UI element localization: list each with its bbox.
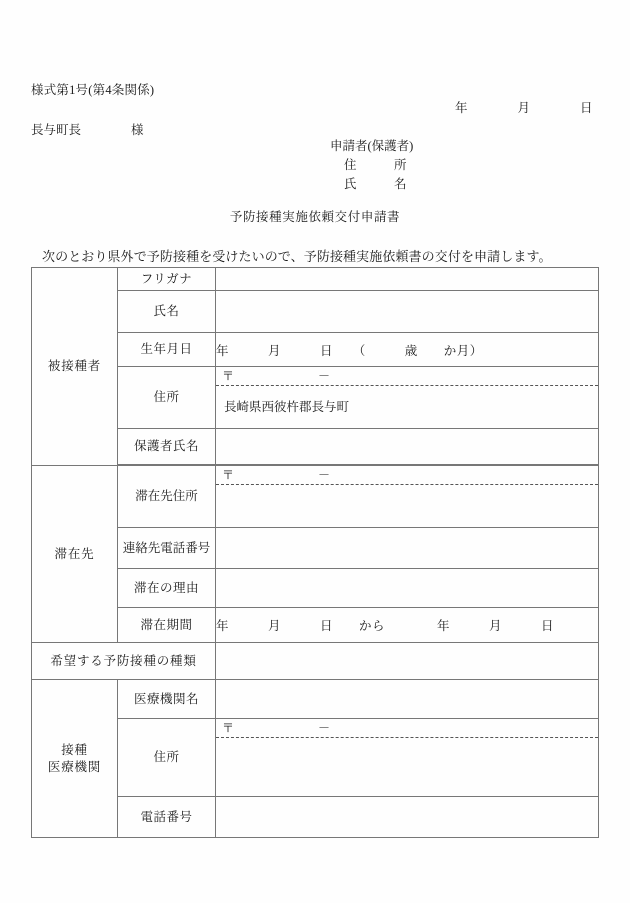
row-value-contact-phone[interactable] (216, 528, 599, 569)
group-label-line2: 医療機関 (47, 759, 102, 774)
row-label-birthdate: 生年月日 (118, 333, 216, 367)
row-label-name: 氏名 (118, 291, 216, 333)
row-label-stay-period: 滞在期間 (118, 608, 216, 643)
form-number: 様式第1号(第4条関係) (31, 83, 155, 97)
group-label-medical-institution (32, 680, 118, 838)
address-text[interactable]: 長崎県西彼杵郡長与町 (224, 400, 350, 414)
postal-code-field[interactable]: 〒 － (216, 367, 598, 386)
row-value-stay-period[interactable]: 年 月 日 から 年 月 日 (216, 608, 599, 643)
row-value-name[interactable] (216, 291, 599, 333)
row-value-furigana[interactable] (216, 268, 599, 291)
row-label-institution-phone: 電話番号 (118, 797, 216, 838)
table-row (32, 680, 599, 719)
table-row (32, 291, 599, 333)
applicant-block (330, 137, 413, 194)
document-title: 予防接種実施依頼交付申請書 (229, 210, 401, 224)
addressee-line: 長与町長 様 (31, 123, 144, 137)
row-label-stay-address: 滞在先住所 (118, 466, 216, 528)
table-row (32, 429, 599, 465)
row-label-address: 住所 (118, 367, 216, 429)
row-label-institution-name: 医療機関名 (118, 680, 216, 719)
group-label-line1: 接種 (61, 742, 88, 757)
row-value-stay-reason[interactable] (216, 569, 599, 608)
table-row (32, 367, 599, 429)
row-label-institution-address: 住所 (118, 719, 216, 797)
postal-code-field[interactable]: 〒 － (216, 466, 598, 485)
table-row (32, 569, 599, 608)
issue-date-line: 年 月 日 (455, 101, 593, 115)
group-label-vaccine-type: 希望する予防接種の種類 (32, 643, 216, 680)
table-row (32, 268, 599, 291)
row-value-guardian-name[interactable] (216, 429, 599, 465)
table-row (32, 719, 599, 797)
table-row (32, 528, 599, 569)
table-row (32, 797, 599, 838)
applicant-title: 申請者(保護者) (330, 139, 414, 153)
applicant-address-label: 住 所 (344, 158, 407, 172)
table-row (32, 608, 599, 643)
address-text[interactable] (216, 738, 598, 796)
group-label-recipient: 被接種者 (32, 268, 118, 466)
applicant-name-label: 氏 名 (344, 177, 407, 191)
table-row (32, 643, 599, 680)
postal-code-field[interactable]: 〒 － (216, 719, 598, 738)
table-row (32, 333, 599, 367)
intro-sentence: 次のとおり県外で予防接種を受けたいので、予防接種実施依頼書の交付を申請します。 (42, 249, 552, 264)
application-table (31, 267, 599, 838)
row-label-stay-reason: 滞在の理由 (118, 569, 216, 608)
row-value-institution-phone[interactable] (216, 797, 599, 838)
row-label-furigana: フリガナ (118, 268, 216, 291)
row-value-address[interactable] (216, 367, 599, 429)
row-value-birthdate[interactable]: 年 月 日 （ 歳 か月） (216, 333, 599, 367)
table-row (32, 466, 599, 528)
row-value-institution-name[interactable] (216, 680, 599, 719)
group-label-stay: 滞在先 (32, 466, 118, 643)
row-value-institution-address[interactable] (216, 719, 599, 797)
row-value-vaccine-type[interactable] (216, 643, 599, 680)
row-value-stay-address[interactable] (216, 466, 599, 528)
row-label-guardian-name: 保護者氏名 (118, 429, 216, 465)
row-label-contact-phone: 連絡先電話番号 (118, 528, 216, 569)
address-text[interactable] (216, 485, 598, 527)
